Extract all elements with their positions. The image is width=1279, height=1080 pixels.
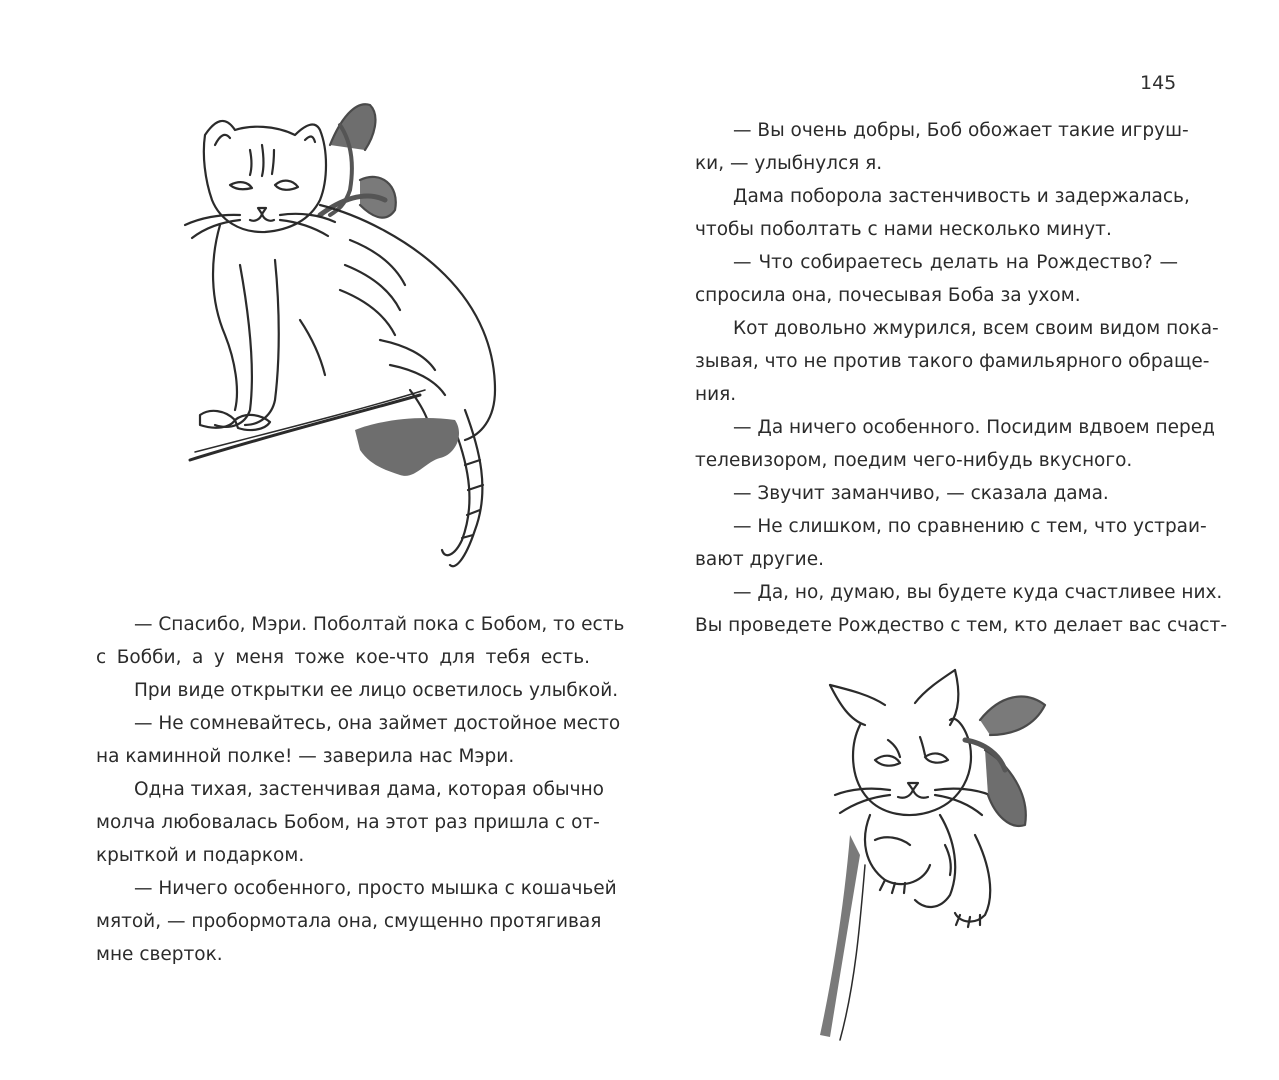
- text-line: мне сверток.: [96, 944, 223, 965]
- text-line: — Спасибо, Мэри. Поболтай пока с Бобом, то есть: [134, 614, 625, 635]
- cat-sitting-illustration: [180, 90, 560, 580]
- text-line: зывая, что не против такого фамильярного обраще-: [695, 351, 1210, 372]
- text-line: с Бобби, а у меня тоже кое-что для тебя есть.: [96, 647, 590, 668]
- text-line: Дама поборола застенчивость и задержалась,: [733, 186, 1190, 207]
- text-line: телевизором, поедим чего-нибудь вкусного.: [695, 450, 1133, 471]
- text-line: крыткой и подарком.: [96, 845, 305, 866]
- text-line: Кот довольно жмурился, всем своим видом пока-: [733, 318, 1219, 339]
- text-line: — Не сомневайтесь, она займет достойное место: [134, 713, 621, 734]
- text-line: мятой, — пробормотала она, смущенно протягивая: [96, 911, 602, 932]
- text-line: ки, — улыбнулся я.: [695, 153, 883, 174]
- text-line: — Да, но, думаю, вы будете куда счастливее них.: [733, 582, 1223, 603]
- text-line: При виде открытки ее лицо осветилось улыбкой.: [134, 680, 619, 701]
- text-line: Одна тихая, застенчивая дама, которая обычно: [134, 779, 604, 800]
- page-number: 145: [1140, 72, 1177, 94]
- text-line: — Ничего особенного, просто мышка с кошачьей: [134, 878, 617, 899]
- text-line: — Звучит заманчиво, — сказала дама.: [733, 483, 1109, 504]
- right-page-text: [695, 114, 1228, 642]
- text-line: — Что собираетесь делать на Рождество? —: [733, 252, 1178, 273]
- text-line: — Не слишком, по сравнению с тем, что устраи-: [733, 516, 1207, 537]
- left-page-text: [96, 608, 625, 971]
- cat-peeking-illustration: [810, 665, 1100, 1045]
- text-line: — Вы очень добры, Боб обожает такие игруш-: [733, 120, 1189, 141]
- text-line: спросила она, почесывая Боба за ухом.: [695, 285, 1081, 306]
- text-line: Вы проведете Рождество с тем, кто делает вас счаст-: [695, 615, 1228, 636]
- text-line: на каминной полке! — заверила нас Мэри.: [96, 746, 515, 767]
- text-line: молча любовалась Бобом, на этот раз пришла с от-: [96, 812, 600, 833]
- text-line: ния.: [695, 384, 737, 405]
- text-line: чтобы поболтать с нами несколько минут.: [695, 219, 1112, 240]
- text-line: — Да ничего особенного. Посидим вдвоем перед: [733, 417, 1215, 438]
- text-line: вают другие.: [695, 549, 824, 570]
